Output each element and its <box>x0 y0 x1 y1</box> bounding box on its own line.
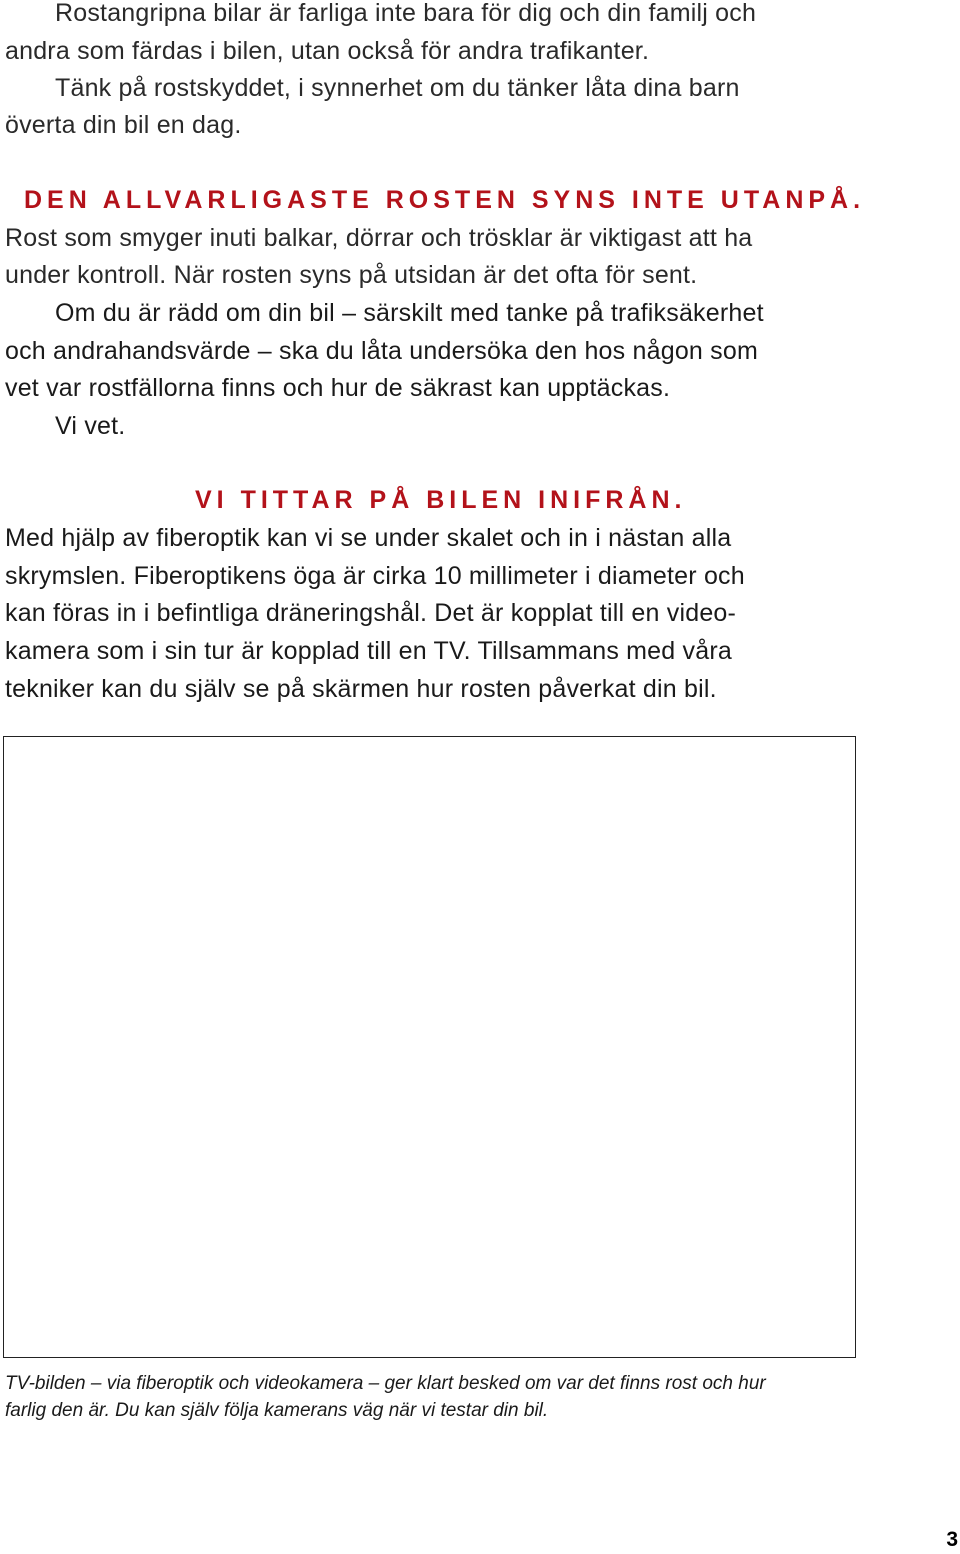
intro-line-4: överta din bil en dag. <box>5 111 242 139</box>
section2-heading: VI TITTAR PÅ BILEN INIFRÅN. <box>195 486 687 514</box>
intro-line-2: andra som färdas i bilen, utan också för andra trafikanter. <box>5 37 650 65</box>
intro-line-3: Tänk på rostskyddet, i synnerhet om du tänker låta dina barn <box>55 74 740 102</box>
section2-line-4: kamera som i sin tur är kopplad till en TV. Tillsammans med våra <box>5 637 732 665</box>
tv-image-frame <box>3 736 856 1358</box>
section2-line-3: kan föras in i befintliga dräneringshål. Det är kopplat till en video- <box>5 599 737 627</box>
section1-line-2: under kontroll. När rosten syns på utsidan är det ofta för sent. <box>5 261 698 289</box>
section1-heading: DEN ALLVARLIGASTE ROSTEN SYNS INTE UTANPÅ. <box>24 186 866 214</box>
intro-line-1: Rostangripna bilar är farliga inte bara för dig och din familj och <box>55 0 757 27</box>
page-number: 3 <box>946 1528 958 1551</box>
caption-line-1: TV-bilden – via fiberoptik och videokamera – ger klart besked om var det finns rost och hur <box>5 1373 766 1394</box>
section1-line-6: Vi vet. <box>55 412 126 440</box>
section1-line-1: Rost som smyger inuti balkar, dörrar och trösklar är viktigast att ha <box>5 224 753 252</box>
section1-line-5: vet var rostfällorna finns och hur de säkrast kan upptäckas. <box>5 374 671 402</box>
section1-line-4: och andrahandsvärde – ska du låta undersöka den hos någon som <box>5 337 758 365</box>
section2-line-2: skrymslen. Fiberoptikens öga är cirka 10 millimeter i diameter och <box>5 562 745 590</box>
section1-line-3: Om du är rädd om din bil – särskilt med tanke på trafiksäkerhet <box>55 299 764 327</box>
section2-line-1: Med hjälp av fiberoptik kan vi se under skalet och in i nästan alla <box>5 524 732 552</box>
caption-line-2: farlig den är. Du kan själv följa kamerans väg när vi testar din bil. <box>5 1400 549 1421</box>
section2-line-5: tekniker kan du själv se på skärmen hur rosten påverkat din bil. <box>5 675 717 703</box>
